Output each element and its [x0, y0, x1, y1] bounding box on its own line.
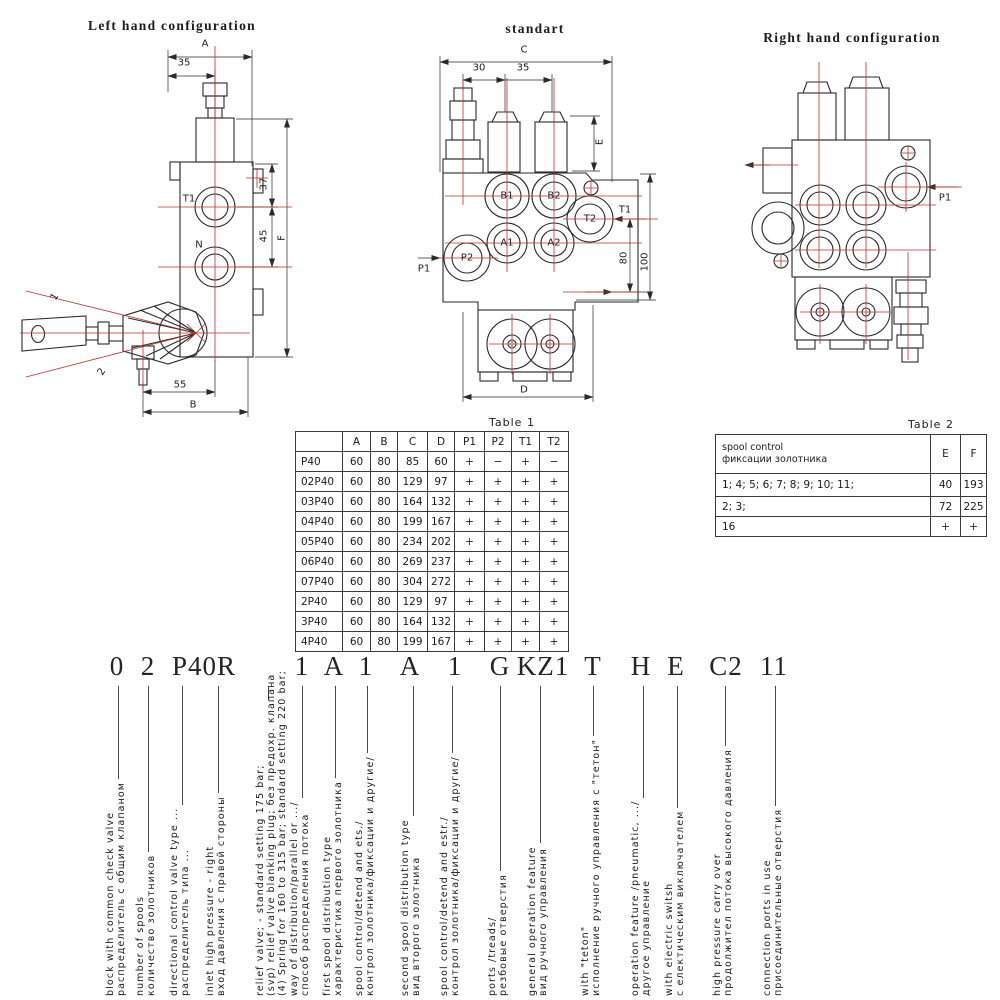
table1-cell: 80: [371, 552, 398, 572]
legend-item-line: with electric switsh: [664, 882, 675, 996]
table1-header-cell: C: [398, 432, 428, 452]
legend-item: [630, 801, 652, 996]
table1-cell: −: [540, 452, 569, 472]
legend-leader: [677, 686, 678, 808]
table1-cell: 60: [343, 592, 371, 612]
drawing-label-35: 35: [177, 57, 191, 69]
table1-cell: 60: [343, 572, 371, 592]
table1-cell: 237: [428, 552, 455, 572]
table1-cell: +: [485, 532, 512, 552]
drawing-label-45: 45: [258, 229, 270, 243]
table1-cell: +: [455, 532, 485, 552]
drawing-label-100: 100: [639, 252, 651, 272]
table1-cell: +: [540, 512, 569, 532]
table1-cell: 80: [371, 592, 398, 612]
drawing-label-a1: A1: [500, 237, 514, 249]
table1-cell: +: [540, 592, 569, 612]
legend-item-line: контрол золотника/фиксации и другие/: [450, 756, 461, 996]
table1-cell: +: [485, 612, 512, 632]
table1-cell: 60: [343, 612, 371, 632]
table1-cell: 60: [343, 532, 371, 552]
table1-cell: +: [540, 472, 569, 492]
legend-item-line: (svp) relief valve blanking plug; без предохр. клапана: [266, 673, 277, 996]
order-code-token: 11: [760, 651, 788, 681]
left-centerlines: [20, 46, 292, 390]
table1-cell: 272: [428, 572, 455, 592]
table1-cell: 167: [428, 632, 455, 652]
table1-row-header: 07P40: [296, 572, 343, 592]
table2-row: [716, 474, 987, 497]
table1-row: [296, 492, 569, 512]
legend-item-line: характеристика первого золотника: [333, 781, 344, 996]
legend-item-line: ports /treads/: [487, 916, 498, 996]
legend-leader: [302, 686, 303, 798]
table1-cell: +: [485, 512, 512, 532]
table1-cell: 132: [428, 612, 455, 632]
order-code-token: A: [399, 651, 421, 681]
order-code-token: 1: [294, 651, 310, 681]
legend-item-line: number of spools: [135, 895, 146, 996]
middle-valve-outline: [443, 88, 638, 381]
legend-leader: [182, 686, 183, 805]
right-flow-arrows: [745, 165, 958, 187]
order-code-token: G: [489, 651, 511, 681]
table2-corner-cell: [716, 435, 931, 474]
drawing-label-1: 1: [48, 291, 62, 303]
legend-leader: [118, 686, 119, 779]
middle-dimension-lines: [418, 56, 656, 402]
table1-row-header: P40: [296, 452, 343, 472]
drawing-label-55: 55: [173, 379, 187, 391]
drawing-label-a: A: [201, 38, 209, 50]
table2-cell: 225: [961, 497, 987, 517]
order-code-token: A: [323, 651, 345, 681]
table1-cell: 129: [398, 472, 428, 492]
legend-item-line: распределитель с общим клапаном: [116, 781, 127, 996]
table1-cell: +: [512, 572, 540, 592]
legend-item-line: first spool distribution type: [322, 835, 333, 996]
table1-row: [296, 612, 569, 632]
drawing-title-right: Right hand configuration: [763, 30, 941, 45]
legend-item-line: вход давления с правой стороны: [216, 796, 227, 996]
legend-item-line: количество золотников: [146, 854, 157, 996]
legend-leader: [335, 686, 336, 778]
legend-leader: [500, 686, 501, 871]
table2-title: Table 2: [908, 418, 954, 431]
table1-cell: 80: [371, 632, 398, 652]
table1-row-header: 05P40: [296, 532, 343, 552]
table1-cell: 97: [428, 472, 455, 492]
table1-cell: 164: [398, 612, 428, 632]
table1-header-cell: B: [371, 432, 398, 452]
table1-cell: +: [512, 612, 540, 632]
table1-cell: 80: [371, 492, 398, 512]
table1-cell: +: [540, 492, 569, 512]
table1-cell: +: [512, 532, 540, 552]
legend-leader: [218, 686, 219, 793]
legend-item-line: high pressure carry over: [712, 853, 723, 996]
drawing-label-c: C: [520, 44, 528, 56]
table2-cell: +: [961, 517, 987, 537]
table1-cell: 60: [343, 632, 371, 652]
table2-cell: +: [931, 517, 961, 537]
table1-cell: +: [512, 452, 540, 472]
drawing-label-b: B: [189, 399, 197, 411]
legend-item-line: распределитель типа ...: [180, 848, 191, 996]
drawing-label-p1: P1: [417, 263, 431, 275]
table1-cell: +: [540, 632, 569, 652]
table1-cell: +: [540, 532, 569, 552]
table1-cell: 60: [428, 452, 455, 472]
table1-cell: 164: [398, 492, 428, 512]
drawing-label-n: N: [195, 239, 203, 251]
table2-corner-line: spool control: [722, 441, 784, 453]
legend-item-line: operation feature /pneumatic, .../: [630, 800, 641, 996]
table1-cell: 85: [398, 452, 428, 472]
table1-cell: 60: [343, 552, 371, 572]
table2-corner-line: фиксации золотника: [722, 454, 828, 465]
drawing-label-b1: B1: [500, 190, 514, 202]
drawing-title-middle: standart: [505, 21, 565, 36]
table1-cell: 199: [398, 512, 428, 532]
table1-cell: 60: [343, 492, 371, 512]
table2-row-header: 1; 4; 5; 6; 7; 8; 9; 10; 11;: [716, 474, 931, 497]
legend-item: [169, 808, 191, 996]
order-code-token: P40R: [171, 651, 237, 681]
table1-row: [296, 592, 569, 612]
table1-header-cell: T2: [540, 432, 569, 452]
legend-item-line: с електическим виключателем: [675, 810, 686, 996]
legend-leader: [725, 686, 726, 746]
table1-row-header: 04P40: [296, 512, 343, 532]
table1-cell: 269: [398, 552, 428, 572]
legend-item-line: способ распределения потока: [300, 813, 311, 996]
legend-item: [400, 819, 422, 996]
order-code-token: E: [667, 651, 685, 681]
table1-cell: 80: [371, 572, 398, 592]
table1-cell: +: [455, 632, 485, 652]
table1-cell: +: [455, 492, 485, 512]
legend-item: [354, 756, 376, 996]
table1-row-header: 03P40: [296, 492, 343, 512]
right-valve-outline: [752, 77, 930, 362]
table1-cell: 60: [343, 472, 371, 492]
table2-cell: 72: [931, 497, 961, 517]
drawing-label-e: E: [594, 138, 606, 146]
drawing-label-d: D: [520, 384, 528, 396]
table1-header-cell: [296, 432, 343, 452]
table1-cell: +: [512, 592, 540, 612]
legend-item: [289, 801, 311, 996]
legend-item-line: присоединительные отверстия: [773, 808, 784, 996]
legend-item: [205, 796, 227, 996]
drawing-label-37: 37: [258, 177, 270, 191]
legend-item-line: (4) Spring for 160 to 315 bar; standard setting 220 bar;: [277, 670, 288, 996]
table2-header-cell: F: [961, 435, 987, 474]
legend-item-line: block with common check valve: [105, 811, 116, 996]
legend-item: [712, 749, 734, 996]
order-code-token: 0: [109, 651, 125, 681]
table1-cell: 129: [398, 592, 428, 612]
table1-cell: 199: [398, 632, 428, 652]
legend-item-line: контрол золотника/фиксации и другие/: [365, 756, 376, 996]
legend-item-line: резбовые отверстия: [498, 874, 509, 996]
table1-cell: 97: [428, 592, 455, 612]
table1-cell: +: [455, 592, 485, 612]
order-code-token: 1: [447, 651, 463, 681]
table1-cell: +: [485, 572, 512, 592]
table1-header-cell: D: [428, 432, 455, 452]
drawing-label-f: F: [276, 235, 288, 241]
legend-item-line: другое управление: [641, 879, 652, 996]
table1-cell: +: [485, 472, 512, 492]
table1-cell: 80: [371, 512, 398, 532]
drawing-label-p1: P1: [938, 192, 952, 204]
order-code-token: KZ1: [516, 651, 570, 681]
drawing-label-35: 35: [516, 62, 530, 74]
table1-header-cell: P1: [455, 432, 485, 452]
table1-header-cell: P2: [485, 432, 512, 452]
table1-row-header: 4P40: [296, 632, 343, 652]
table1-cell: 60: [343, 452, 371, 472]
table1-header-row: [296, 432, 569, 452]
table1-cell: 60: [343, 512, 371, 532]
table1-cell: 167: [428, 512, 455, 532]
legend-item-line: connection ports in use: [762, 859, 773, 996]
table1-cell: +: [455, 512, 485, 532]
drawing-label-30: 30: [472, 62, 486, 74]
table1-row: [296, 532, 569, 552]
table2-row: [716, 517, 987, 537]
table1-cell: +: [455, 452, 485, 472]
legend-item-line: исполнение ручного управления с "тетон": [591, 738, 602, 996]
table1-cell: +: [485, 552, 512, 572]
legend-leader: [452, 686, 453, 753]
table1-row-header: 02P40: [296, 472, 343, 492]
drawing-label-t1: T1: [182, 193, 196, 205]
table2-row-header: 16: [716, 517, 931, 537]
table1-cell: +: [540, 552, 569, 572]
table1-cell: +: [455, 612, 485, 632]
legend-item: [487, 874, 509, 996]
legend-item: [135, 855, 157, 996]
legend-item-line: вид ручного управления: [538, 848, 549, 996]
table2-cell: 40: [931, 474, 961, 497]
table1-cell: +: [512, 472, 540, 492]
legend-item: [664, 811, 686, 996]
legend-item-line: with "teton": [580, 925, 591, 996]
table2-header-row: [716, 435, 987, 474]
drawing-label-p2: P2: [460, 252, 474, 264]
table1-cell: +: [512, 512, 540, 532]
table1-row: [296, 512, 569, 532]
drawing-label-a2: A2: [547, 237, 561, 249]
table1-cell: 80: [371, 452, 398, 472]
table1-cell: 304: [398, 572, 428, 592]
table1-row: [296, 472, 569, 492]
table1-cell: +: [455, 572, 485, 592]
legend-item: [527, 846, 549, 996]
legend-leader: [775, 686, 776, 806]
table1-cell: 234: [398, 532, 428, 552]
table1-row: [296, 552, 569, 572]
legend-leader: [643, 686, 644, 798]
legend-item: [105, 782, 127, 996]
legend-item-line: way of distribution/parallel or .../: [289, 801, 300, 996]
table1-cell: +: [512, 552, 540, 572]
order-code-token: 2: [140, 651, 156, 681]
table1-cell: 80: [371, 472, 398, 492]
order-code-token: 1: [358, 651, 374, 681]
table1-cell: +: [540, 572, 569, 592]
drawing-label-b2: B2: [547, 190, 561, 202]
legend-leader: [413, 686, 414, 816]
table1-header-cell: T1: [512, 432, 540, 452]
table1-row: [296, 452, 569, 472]
table1-row: [296, 632, 569, 652]
table1-cell: +: [455, 552, 485, 572]
legend-item-line: вид второго золотника: [411, 856, 422, 996]
table2-row-header: 2; 3;: [716, 497, 931, 517]
legend-item-line: relief valve; - standard setting 175 bar;: [255, 764, 266, 996]
drawing-label-t2: T2: [583, 213, 597, 225]
table1-row-header: 06P40: [296, 552, 343, 572]
table1-cell: +: [512, 632, 540, 652]
legend-leader: [540, 686, 541, 843]
legend-item-line: spool control/detend and ets./: [354, 820, 365, 996]
table1-cell: 80: [371, 532, 398, 552]
table1-cell: +: [540, 612, 569, 632]
table2-header-cell: E: [931, 435, 961, 474]
table-1: [295, 431, 569, 652]
table1-header-cell: A: [343, 432, 371, 452]
table1-cell: +: [512, 492, 540, 512]
drawing-title-left: Left hand configuration: [88, 18, 256, 33]
table2-cell: 193: [961, 474, 987, 497]
order-code-token: T: [584, 651, 602, 681]
table1-cell: 202: [428, 532, 455, 552]
left-valve-outline: [22, 83, 263, 385]
table1-cell: +: [485, 592, 512, 612]
legend-item-line: directional control valve type ...: [169, 807, 180, 996]
order-code-token: H: [630, 651, 652, 681]
legend-item: [439, 756, 461, 996]
table1-cell: +: [485, 632, 512, 652]
table1-cell: +: [485, 492, 512, 512]
legend-leader: [593, 686, 594, 736]
table1-cell: +: [455, 472, 485, 492]
legend-leader: [367, 686, 368, 753]
table1-row-header: 2P40: [296, 592, 343, 612]
legend-item-line: second spool distribution type: [400, 819, 411, 996]
legend-item-line: inlet high pressure - right: [205, 845, 216, 996]
table1-cell: −: [485, 452, 512, 472]
legend-item-line: spool control/detend and estr./: [439, 816, 450, 996]
legend-item-line: продолжител потока высокого давления: [723, 749, 734, 996]
drawing-label-80: 80: [618, 251, 630, 265]
table1-title: Table 1: [489, 416, 535, 429]
legend-item: [762, 809, 784, 996]
table1-cell: 132: [428, 492, 455, 512]
legend-item: [255, 670, 288, 996]
drawing-label-2: 2: [95, 366, 109, 378]
table1-cell: 80: [371, 612, 398, 632]
left-dimension-lines: [143, 50, 293, 417]
table1-row-header: 3P40: [296, 612, 343, 632]
legend-leader: [148, 686, 149, 852]
table1-row: [296, 572, 569, 592]
legend-item-line: general operation feature: [527, 846, 538, 996]
table-2: [715, 434, 987, 537]
legend-item: [580, 739, 602, 996]
legend-item: [322, 781, 344, 996]
drawing-label-t1: T1: [618, 204, 632, 216]
order-code-token: C2: [709, 651, 743, 681]
table2-row: [716, 497, 987, 517]
